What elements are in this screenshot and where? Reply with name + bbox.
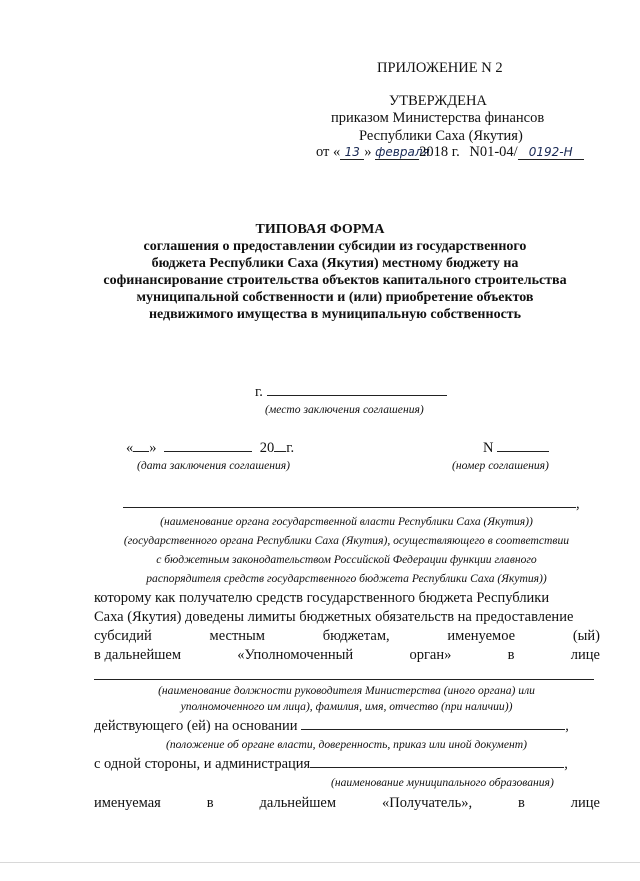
number-blank xyxy=(497,438,549,452)
date-year: 2018 г. xyxy=(419,144,460,160)
word: в xyxy=(206,795,214,811)
order-date-line xyxy=(316,144,584,161)
page-fold-line xyxy=(0,862,640,863)
org-caption-3: с бюджетным законодательством Российской Федерации функции главного xyxy=(156,553,537,566)
word: орган» xyxy=(409,647,452,663)
handwritten-month: февраля xyxy=(375,145,430,159)
word: (ый) xyxy=(572,628,600,644)
word: в xyxy=(507,647,515,663)
word: «Уполномоченный xyxy=(237,647,354,663)
number-prefix: N01-04/ xyxy=(469,144,518,160)
date-caption: (дата заключения соглашения) xyxy=(137,459,291,472)
paragraph-line-4 xyxy=(94,647,600,664)
place-blank xyxy=(267,382,447,396)
basis-caption: (положение об органе власти, доверенность, приказ или иной документ) xyxy=(166,738,527,751)
word: лице xyxy=(570,795,600,811)
order-line-1: приказом Министерства финансов xyxy=(331,110,545,126)
head-blank xyxy=(94,679,594,680)
word: дальнейшем xyxy=(259,795,337,811)
paragraph-line-3 xyxy=(94,628,600,645)
word: бюджетам, xyxy=(322,628,390,644)
number-caption: (номер соглашения) xyxy=(452,459,549,472)
word: в xyxy=(518,795,525,811)
date-prefix: от « xyxy=(316,144,341,160)
word: местным xyxy=(209,628,265,644)
organization-blank xyxy=(123,494,576,508)
administration-blank xyxy=(310,754,564,768)
year-suffix: г. xyxy=(286,440,295,456)
paragraph-line-1: которому как получателю средств государственного бюджета Республики xyxy=(94,590,550,606)
administration-field xyxy=(94,754,568,773)
acting-comma: , xyxy=(565,718,569,734)
place-prefix: г. xyxy=(255,384,263,400)
org-caption-2: (государственного органа Республики Саха (Якутия), осуществляющего в соответствии xyxy=(123,534,570,547)
word: «Получатель», xyxy=(381,795,473,811)
date-open-quote: « xyxy=(126,440,134,456)
form-heading: ТИПОВАЯ ФОРМА xyxy=(255,222,385,237)
organization-field xyxy=(123,494,580,513)
year-blank xyxy=(274,438,286,452)
org-caption-1: (наименование органа государственной власти Республики Саха (Якутия)) xyxy=(160,515,533,528)
acting-basis-blank xyxy=(301,716,565,730)
title-line-1: соглашения о предоставлении субсидии из государственного xyxy=(143,239,527,254)
date-field xyxy=(126,438,294,457)
org-caption-4: распорядителя средств государственного бюджета Республики Саха (Якутия)) xyxy=(146,572,547,585)
acting-prefix: действующего (ей) на основании xyxy=(94,718,298,734)
handwritten-day: 13 xyxy=(340,145,364,160)
title-line-3: софинансирование строительства объектов капитального строительства xyxy=(103,273,567,288)
place-field xyxy=(255,382,447,401)
word: субсидий xyxy=(94,628,152,644)
head-caption-2: уполномоченного им лица), фамилия, имя, отчество (при наличии)) xyxy=(180,700,513,713)
word: именуемое xyxy=(447,628,516,644)
number-label: N xyxy=(483,440,494,456)
organization-comma: , xyxy=(576,496,580,512)
title-line-5: недвижимого имущества в муниципальную собственность xyxy=(148,307,522,322)
word: именуемая xyxy=(94,795,161,811)
place-caption: (место заключения соглашения) xyxy=(265,403,424,416)
acting-basis-field xyxy=(94,716,569,735)
number-field xyxy=(483,438,549,457)
order-line-2: Республики Саха (Якутия) xyxy=(359,128,523,144)
month-blank xyxy=(164,438,252,452)
day-blank xyxy=(133,438,149,452)
one-side-text: с одной стороны, и администрация xyxy=(94,756,311,772)
head-caption-1: (наименование должности руководителя Министерства (иного органа) или xyxy=(158,684,535,697)
last-line xyxy=(94,795,600,812)
word: лице xyxy=(570,647,600,663)
title-line-4: муниципальной собственности и (или) приобретение объектов xyxy=(136,290,534,305)
title-line-2: бюджета Республики Саха (Якутия) местному бюджету на xyxy=(151,256,519,271)
paragraph-line-2: Саха (Якутия) доведены лимиты бюджетных обязательств на предоставление xyxy=(94,609,574,625)
administration-comma: , xyxy=(564,756,568,772)
word: в дальнейшем xyxy=(94,647,181,663)
approved-label: УТВЕРЖДЕНА xyxy=(389,93,487,109)
appendix-label: ПРИЛОЖЕНИЕ N 2 xyxy=(377,60,503,76)
handwritten-number: 0192-Н xyxy=(518,145,584,160)
date-mid: » xyxy=(364,144,372,160)
municipality-caption: (наименование муниципального образования) xyxy=(331,776,554,789)
date-close-quote: » xyxy=(149,440,157,456)
year-prefix: 20 xyxy=(259,440,275,456)
